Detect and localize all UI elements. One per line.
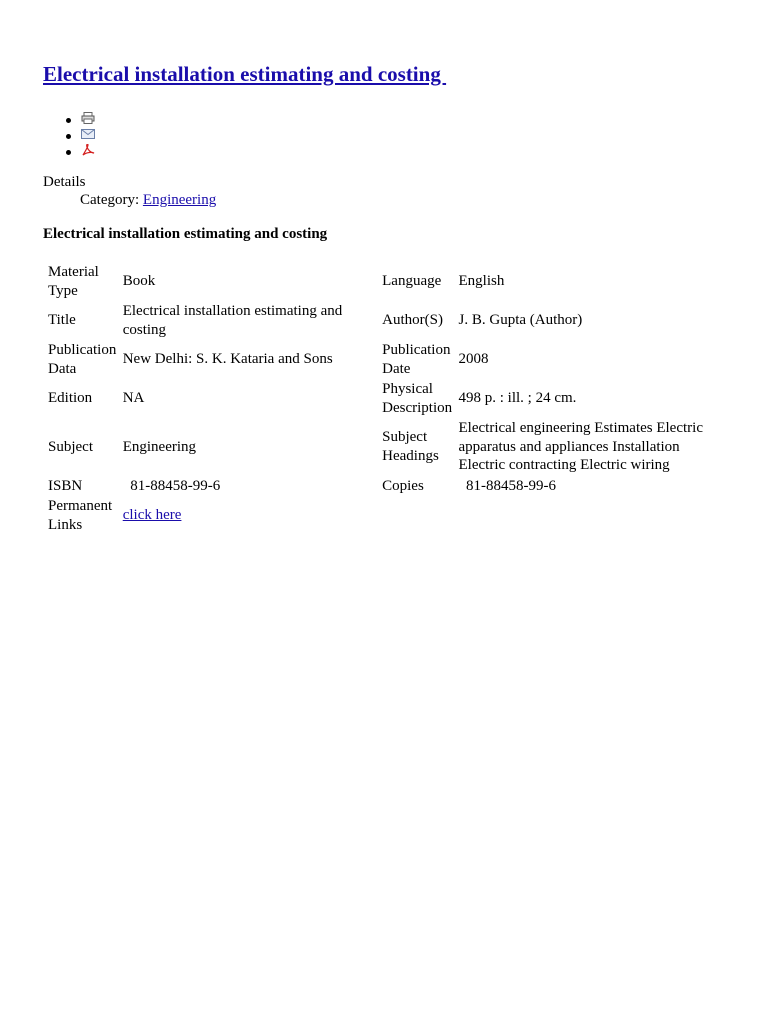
row-label: Title	[48, 312, 76, 329]
details-label: Details	[43, 174, 86, 190]
row-label: Edition	[48, 390, 93, 407]
table-row	[45, 262, 725, 301]
permanent-links-cell	[120, 496, 379, 535]
page-title-link[interactable]: Electrical installation estimating and costing	[43, 62, 447, 86]
row-label: Language	[382, 273, 442, 290]
row-label: Copies	[382, 477, 424, 494]
table-row	[45, 301, 725, 340]
row-label: Physical Description	[382, 381, 453, 416]
permanent-link[interactable]: click here	[122, 507, 182, 524]
category-link[interactable]: Engineering	[142, 192, 217, 208]
pdf-icon[interactable]	[81, 144, 95, 156]
row-value: 2008	[458, 351, 489, 368]
record-heading: Electrical installation estimating and costing	[43, 226, 328, 242]
category-line	[80, 191, 216, 210]
row-label: ISBN	[48, 477, 83, 494]
table-row	[45, 496, 725, 535]
row-value: English	[458, 273, 505, 290]
row-label: Author(S)	[382, 312, 443, 329]
row-label: Publication Data	[48, 342, 117, 377]
row-value: Book	[122, 273, 156, 290]
row-value: New Delhi: S. K. Kataria and Sons	[122, 351, 333, 368]
permanent-links-label: Permanent Links	[48, 498, 113, 533]
table-row	[45, 340, 725, 379]
row-value: 81-88458-99-6	[122, 477, 221, 494]
table-row	[45, 418, 725, 476]
row-value: Electrical engineering Estimates Electric apparatus and appliances Installation Electric contracting Electric wiring	[458, 420, 703, 473]
empty-cell	[379, 496, 455, 535]
row-value: Electrical installation estimating and costing	[122, 303, 343, 338]
record-table	[45, 262, 725, 535]
row-value: J. B. Gupta (Author)	[458, 312, 583, 329]
row-label: Subject Headings	[382, 429, 439, 464]
row-value: 498 p. : ill. ; 24 cm.	[458, 390, 577, 407]
category-label: Category:	[80, 192, 140, 208]
row-label: Subject	[48, 438, 93, 455]
row-value: NA	[122, 390, 145, 407]
print-icon[interactable]	[81, 112, 95, 124]
empty-cell	[456, 496, 725, 535]
row-label: Publication Date	[382, 342, 451, 377]
email-icon[interactable]	[81, 128, 95, 140]
row-label: Material Type	[48, 264, 99, 299]
row-value: 81-88458-99-6	[458, 477, 557, 494]
table-row	[45, 379, 725, 418]
row-value: Engineering	[122, 438, 197, 455]
table-row	[45, 476, 725, 497]
